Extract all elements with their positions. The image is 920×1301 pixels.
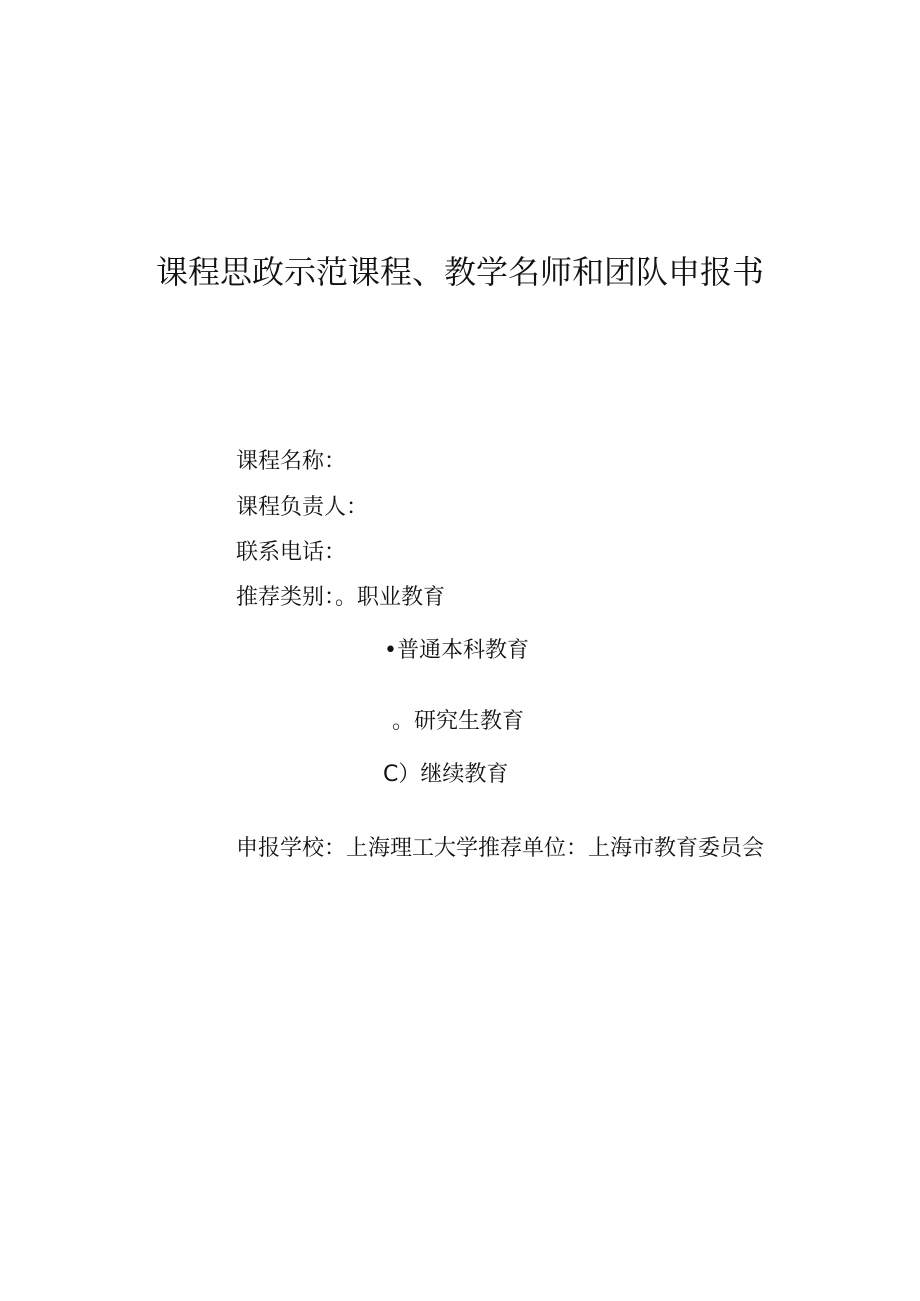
document-title: 课程思政示范课程、教学名师和团队申报书 (155, 253, 764, 291)
option-label: 普通本科教育 (396, 638, 529, 663)
option-mark: 。 (335, 585, 358, 610)
category-label: 推荐类别： (236, 585, 336, 610)
contact-phone-label: 联系电话： (236, 540, 347, 565)
category-option-graduate (392, 708, 524, 736)
option-label: 研究生教育 (414, 709, 525, 734)
option-label: 继续教育 (420, 762, 509, 787)
option-mark: C） (383, 762, 421, 787)
option-label: 职业教育 (357, 585, 446, 610)
category-option-vocational (335, 585, 445, 610)
option-mark: • (384, 638, 397, 663)
category-option-undergraduate (384, 637, 529, 665)
category-option-continuing (383, 761, 508, 789)
option-mark: 。 (392, 709, 415, 734)
school-and-recommender: 申报学校：上海理工大学推荐单位：上海市教育委员会 (236, 836, 765, 861)
course-leader-label: 课程负责人： (236, 495, 369, 520)
category-row (236, 584, 445, 612)
course-name-label: 课程名称： (236, 449, 347, 474)
